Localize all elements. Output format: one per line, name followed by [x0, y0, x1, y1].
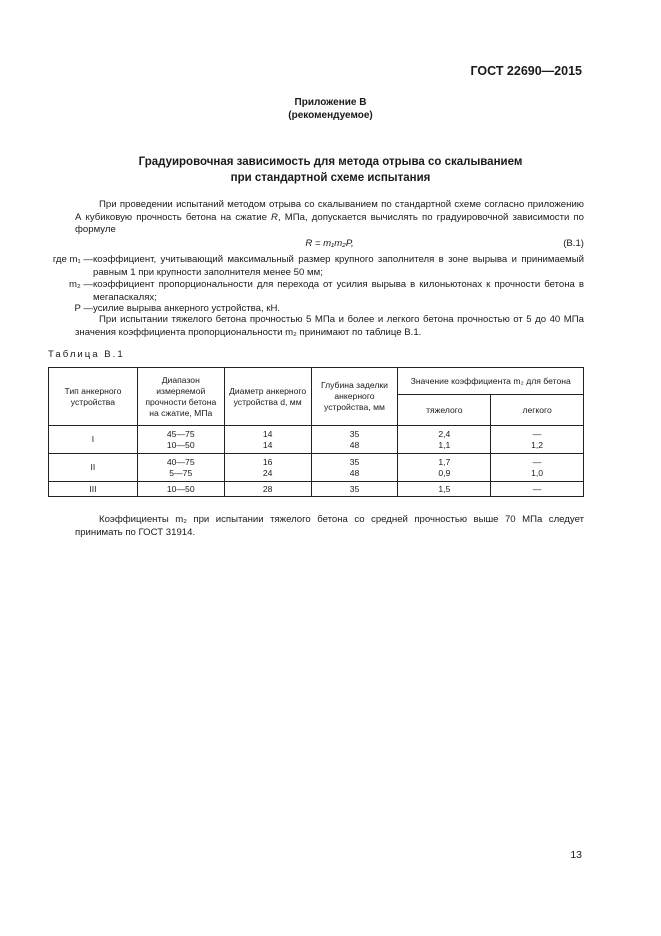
cell-diameter: 28: [224, 482, 311, 497]
cell-light: —: [491, 482, 584, 497]
cell-depth: 35 48: [311, 454, 398, 482]
intro-var-r: R: [271, 211, 278, 223]
cell-depth: 35 48: [311, 426, 398, 454]
header-strength-range: Диапазон измеряемой прочности бетона на сжатие, МПа: [137, 368, 224, 426]
cell-heavy: 2,4 1,1: [398, 426, 491, 454]
cell-range: 10—50: [137, 482, 224, 497]
intro-text-a: При проведении испытаний методом отрыва со скалыванием по стандартной схеме согласно приложению А кубиковую прочность бетона на сжатие: [75, 199, 584, 223]
header-heavy: тяжелого: [398, 395, 491, 426]
intro-text-b: , МПа, допускается вычислять по градуировочной зависимости по формуле: [75, 211, 584, 236]
definition-text: коэффициент, учитывающий максимальный размер крупного заполнителя в зоне вырыва и принимаемый равным 1 при крупности заполнителя менее 50 мм;: [93, 254, 584, 278]
cell-light: — 1,0: [491, 454, 584, 482]
header-coefficient-group: Значение коэффициента m₂ для бетона: [398, 368, 584, 395]
coefficient-table: [48, 367, 584, 497]
header-light: легкого: [491, 395, 584, 426]
table-caption: Таблица В.1: [48, 349, 125, 360]
cell-depth: 35: [311, 482, 398, 497]
definition-term: m₂ —: [69, 279, 93, 290]
cell-diameter: 16 24: [224, 454, 311, 482]
cell-type: II: [49, 454, 138, 482]
standard-code: ГОСТ 22690—2015: [470, 64, 582, 78]
footer-paragraph: Коэффициенты m₂ при испытании тяжелого бетона со средней прочностью выше 70 МПа следует принимать по ГОСТ 31914.: [75, 514, 584, 538]
formula-line: [75, 238, 584, 251]
cell-heavy: 1,7 0,9: [398, 454, 491, 482]
intro-paragraph: [75, 199, 584, 237]
formula-number: (В.1): [563, 238, 584, 249]
page-number: 13: [570, 849, 582, 861]
table-header-row: [49, 368, 584, 395]
cell-type: I: [49, 426, 138, 454]
header-embed-depth: Глубина заделки анкерного устройства, мм: [311, 368, 398, 426]
appendix-subtitle: (рекомендуемое): [288, 110, 373, 121]
definition-term: P —: [74, 303, 93, 314]
cell-light: — 1,2: [491, 426, 584, 454]
definition-text: коэффициент пропорциональности для перехода от усилия вырыва в килоньютонах к прочности бетона в мегапаскалях;: [93, 279, 584, 303]
formula-expression: R = m₁m₂P,: [305, 238, 354, 249]
appendix-title: Приложение В: [294, 97, 367, 108]
note-paragraph: При испытании тяжелого бетона прочностью 5 МПа и более и легкого бетона прочностью от 5 до 40 МПа значения коэффициента пропорциональности m₂ принимают по таблице В.1.: [75, 314, 584, 338]
definition-term: где m₁ —: [52, 254, 93, 265]
table-row: [49, 482, 584, 497]
table-row: [49, 454, 584, 482]
section-title-line2: при стандартной схеме испытания: [230, 172, 431, 184]
header-anchor-diameter: Диаметр анкерного устройства d, мм: [224, 368, 311, 426]
cell-type: III: [49, 482, 138, 497]
cell-diameter: 14 14: [224, 426, 311, 454]
table-row: [49, 426, 584, 454]
cell-range: 45—75 10—50: [137, 426, 224, 454]
section-title-line1: Градуировочная зависимость для метода отрыва со скалыванием: [138, 156, 523, 168]
cell-range: 40—75 5—75: [137, 454, 224, 482]
header-anchor-type: Тип анкерного устройства: [49, 368, 138, 426]
cell-heavy: 1,5: [398, 482, 491, 497]
definition-text: усилие вырыва анкерного устройства, кН.: [93, 303, 281, 314]
